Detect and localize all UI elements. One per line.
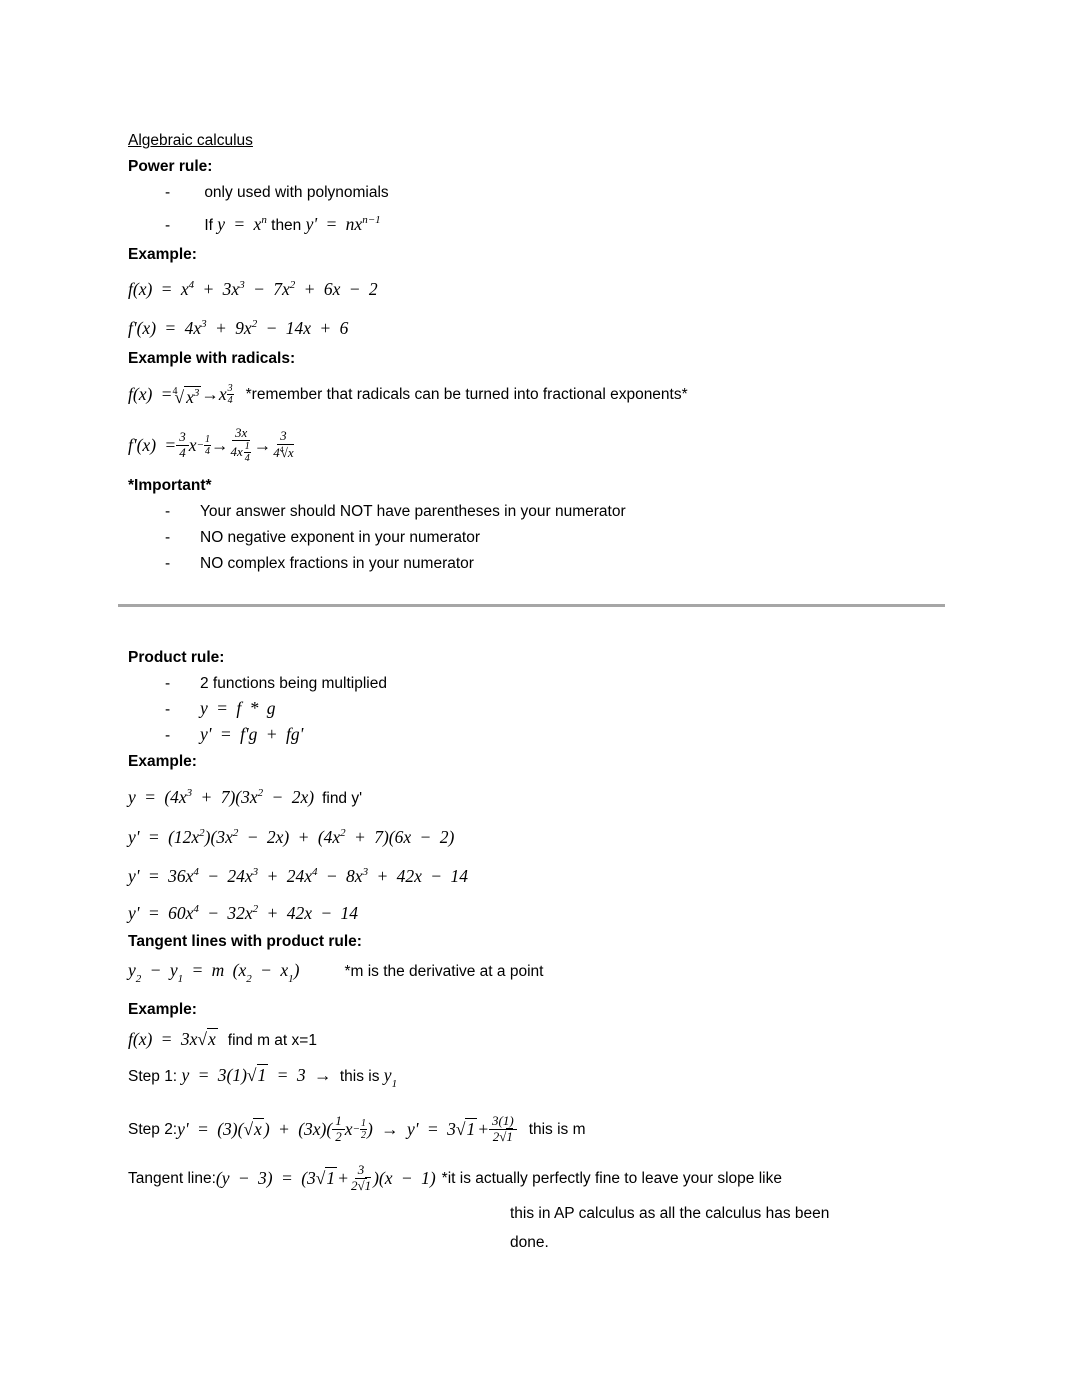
radicand: x [287, 445, 294, 460]
subscript: 2 [246, 973, 252, 985]
radicand [184, 386, 201, 407]
product-bullet-1 [128, 671, 1020, 696]
fraction-numerator: 3 [176, 430, 189, 446]
tangent-lines-heading: Tangent lines with product rule: [128, 933, 362, 950]
square-root [243, 1117, 263, 1142]
step-2-line [128, 1103, 1020, 1155]
subscript: 1 [177, 973, 184, 985]
text-fragment: If [204, 217, 218, 234]
math-fragment: y' = nx [305, 214, 363, 234]
radical-sign-icon [174, 387, 184, 407]
math-fragment: y' = 36x [128, 866, 194, 886]
math-fragment: + [477, 1118, 490, 1139]
math-fragment: f(x) = 3x [128, 1029, 198, 1049]
doc-title-line [128, 128, 1020, 154]
example-heading-3: Example: [128, 1001, 197, 1018]
radicand: x [207, 1029, 216, 1049]
radical-fpx-line [128, 418, 1020, 472]
exponent: 2 [340, 827, 346, 839]
math-fragment: y' = 60x [128, 903, 194, 923]
negative-exponent [353, 1117, 367, 1142]
math-fragment: + 7)(3x [192, 787, 258, 807]
minus-sign: − [352, 1122, 360, 1135]
math-fragment: − 32x [198, 903, 253, 923]
math-fragment: = 3 → [268, 1065, 340, 1085]
math-fragment: y = f * g [200, 698, 276, 718]
bullet-text: Your answer should NOT have parentheses in your numerator [200, 503, 626, 520]
exponent: 3 [239, 279, 245, 291]
math-fragment: = m (x [183, 960, 247, 980]
math-fragment: f(x) = x [128, 279, 189, 299]
math-fragment: + 9x [206, 318, 252, 338]
fraction-denominator: 4 [204, 445, 210, 457]
example-radicals-heading: Example with radicals: [128, 350, 296, 367]
product-rule-heading: Product rule: [128, 649, 225, 666]
radicand: 1 [326, 1167, 336, 1188]
exponent: n [261, 214, 267, 226]
math-fragment: (y − 3) = (3 [215, 1167, 316, 1188]
exponent: 2 [251, 318, 258, 330]
math-fragment: + 42x − 14 [258, 903, 359, 923]
math-fragment: − 7x [244, 279, 290, 299]
step-label: Step 2: [128, 1120, 178, 1138]
radical-sign-icon [357, 1178, 364, 1193]
annotation: *m is the derivative at a point [344, 963, 544, 980]
denominator-coefficient: 4 [273, 445, 280, 460]
fraction-denominator [271, 445, 295, 461]
radical-sign-icon [456, 1119, 466, 1139]
math-fragment: ) + (3x)( [263, 1118, 333, 1139]
product-example-line-4 [128, 894, 1020, 929]
annotation-continued-2: done. [510, 1234, 549, 1251]
math-fragment: + [337, 1167, 349, 1188]
exponent: 3 [186, 787, 193, 799]
power-bullet-1 [128, 180, 1020, 205]
fraction-numerator: 1 [360, 1117, 366, 1129]
subscript: 2 [135, 973, 142, 985]
radicand: 1 [257, 1065, 267, 1085]
square-root [499, 1128, 513, 1144]
radicand: 1 [364, 1177, 372, 1193]
math-fragment: − 8x [317, 866, 363, 886]
exponent-fraction [360, 1118, 367, 1141]
math-fragment: x [188, 434, 197, 455]
fraction [489, 1114, 517, 1145]
exponent: 4 [188, 279, 195, 291]
math-fragment: ) [293, 960, 300, 980]
exponent: 2 [252, 903, 259, 915]
important-bullet-3 [128, 551, 1020, 577]
radicand: x [254, 1118, 262, 1139]
exponent: 4 [312, 866, 318, 878]
math-fragment: − 2x) + (4x [238, 827, 341, 847]
exponent: 4 [193, 866, 199, 878]
product-example-line-3 [128, 855, 1020, 894]
exponent: 2 [232, 827, 239, 839]
annotation: *it is actually perfectly fine to leave your slope like [441, 1169, 782, 1187]
fraction [332, 1114, 345, 1145]
math-fragment: )(3x [204, 827, 233, 847]
bullet-text: NO complex fractions in your numerator [200, 555, 474, 572]
important-bullet-1 [128, 499, 1020, 525]
fraction-numerator: 1 [204, 433, 210, 445]
math-fragment: − x [251, 960, 289, 980]
exponent: 4 [193, 903, 199, 915]
power-bullet-2 [128, 205, 1020, 241]
radical-sign-icon [281, 445, 288, 460]
radical-sign-icon [316, 1168, 326, 1188]
denominator-coefficient: 4x [230, 444, 243, 460]
step-label: Step 1: [128, 1068, 182, 1085]
tangent-line-equation [128, 1155, 1020, 1201]
fraction [176, 430, 189, 461]
root-index: 4 [172, 386, 178, 397]
subscript: 1 [391, 1078, 398, 1090]
fraction-denominator: 4 [244, 453, 250, 465]
section-divider [118, 604, 945, 607]
bullet-text: NO negative exponent in your numerator [200, 529, 481, 546]
math-fragment: + 42x − 14 [368, 866, 468, 886]
example-heading: Example: [128, 246, 197, 263]
denominator-coefficient: 2 [492, 1128, 500, 1144]
exponent: 2 [289, 279, 296, 291]
polynomial-fx-line [128, 268, 1020, 307]
math-fragment: y' = (12x [128, 827, 200, 847]
exponent-fraction [204, 434, 211, 457]
math-fragment: + 24x [258, 866, 312, 886]
fraction [228, 426, 253, 465]
fraction-numerator: 1 [244, 441, 250, 453]
example-heading-2: Example: [128, 753, 197, 770]
exponent: 2 [257, 787, 264, 799]
arrow: → [201, 384, 219, 404]
math-fragment: − y [141, 960, 178, 980]
fraction-denominator: 2 [335, 1128, 342, 1144]
radical-sign-icon [197, 1029, 207, 1049]
radicand: 1 [506, 1128, 513, 1144]
annotation: find m at x=1 [227, 1032, 317, 1049]
math-fragment: − 2x) [263, 787, 315, 807]
negative-exponent [197, 433, 211, 458]
square-root [316, 1166, 337, 1191]
nth-root [172, 379, 201, 410]
math-fragment: y' = (3)( [177, 1118, 244, 1139]
arrow: → [210, 434, 229, 455]
fraction [271, 429, 295, 461]
fraction-numerator: 3 [227, 383, 233, 394]
annotation: *remember that radicals can be turned into fractional exponents* [245, 386, 688, 403]
annotation: this is m [528, 1120, 586, 1138]
math-fragment: + 3x [194, 279, 240, 299]
fraction-numerator: 3 [277, 429, 290, 445]
math-fragment: − 14x + 6 [257, 318, 349, 338]
step-1-line [128, 1056, 1020, 1103]
math-fragment: − 24x [198, 866, 253, 886]
fraction-numerator: 1 [332, 1114, 345, 1130]
text-fragment: then [266, 217, 306, 234]
arrow: → [253, 434, 272, 455]
root-index: 4 [279, 445, 284, 454]
math-fragment: + 6x − 2 [295, 279, 378, 299]
exponent: 3 [362, 866, 369, 878]
exponent: n−1 [362, 214, 381, 226]
product-bullet-2 [128, 696, 1020, 722]
text-fragment: this is [339, 1068, 384, 1085]
radicand: 1 [466, 1118, 476, 1139]
math-fragment: + 7)(6x − 2) [345, 827, 455, 847]
math-fragment: y [128, 960, 136, 980]
annotation-continued-1: this in AP calculus as all the calculus has been [510, 1205, 830, 1222]
product-example-line-2 [128, 816, 1020, 855]
minus-sign: − [196, 438, 204, 451]
bullet-text: 2 functions being multiplied [200, 675, 387, 692]
label: Tangent line: [128, 1169, 216, 1187]
math-fragment: y = x [217, 214, 262, 234]
tangent-fx-line [128, 1024, 1020, 1056]
math-fragment: f(x) = [128, 384, 173, 404]
doc-title: Algebraic calculus [128, 132, 253, 149]
math-fragment: f'(x) = [128, 434, 177, 455]
exponent: 2 [199, 827, 205, 839]
radical-sign-icon [247, 1065, 257, 1085]
square-root [357, 1177, 371, 1193]
math-fragment: )(x − 1) [373, 1167, 436, 1188]
radical-sign-icon [243, 1119, 253, 1139]
product-bullet-3 [128, 722, 1020, 748]
radicand-base: x [186, 387, 194, 407]
fraction-denominator [228, 441, 253, 464]
fraction-denominator: 4 [227, 395, 233, 406]
exponent-fraction [243, 441, 252, 464]
fraction-denominator [349, 1179, 373, 1194]
fraction-denominator: 4 [179, 444, 186, 460]
square-root [456, 1117, 477, 1142]
math-fragment: x [218, 384, 227, 404]
exponent-fraction [227, 383, 234, 406]
radicand-exponent: 3 [193, 387, 200, 399]
annotation: find y' [322, 790, 363, 807]
fraction-denominator: 2 [360, 1129, 366, 1141]
polynomial-fpx-line [128, 307, 1020, 346]
fraction-numerator: 3(1) [489, 1114, 517, 1130]
power-rule-heading: Power rule: [128, 158, 213, 175]
exponent: 3 [201, 318, 207, 330]
bullet-text: only used with polynomials [204, 184, 389, 201]
fraction-numerator: 3x [232, 426, 250, 442]
subscript: 1 [288, 973, 294, 985]
math-fragment: y' = f'g + fg' [200, 724, 304, 744]
denominator-coefficient: 2 [350, 1177, 358, 1193]
radical-fx-line [128, 371, 1020, 418]
fraction-numerator: 3 [355, 1163, 368, 1179]
fraction-denominator [491, 1130, 515, 1145]
product-example-line-1 [128, 776, 1020, 816]
fraction [349, 1163, 373, 1194]
math-fragment: y = (4x [128, 787, 187, 807]
math-fragment: y [383, 1065, 392, 1085]
math-fragment: f'(x) = 4x [128, 318, 202, 338]
point-slope-line [128, 955, 1020, 995]
math-fragment: ) → y' = 3 [366, 1118, 456, 1139]
important-heading: *Important* [128, 477, 212, 494]
exponent: 3 [252, 866, 259, 878]
important-bullet-2 [128, 525, 1020, 551]
square-root [247, 1064, 268, 1085]
square-root [197, 1028, 217, 1049]
math-fragment: x [344, 1118, 353, 1139]
math-fragment: y = 3(1) [181, 1065, 247, 1085]
nth-root [280, 445, 294, 460]
